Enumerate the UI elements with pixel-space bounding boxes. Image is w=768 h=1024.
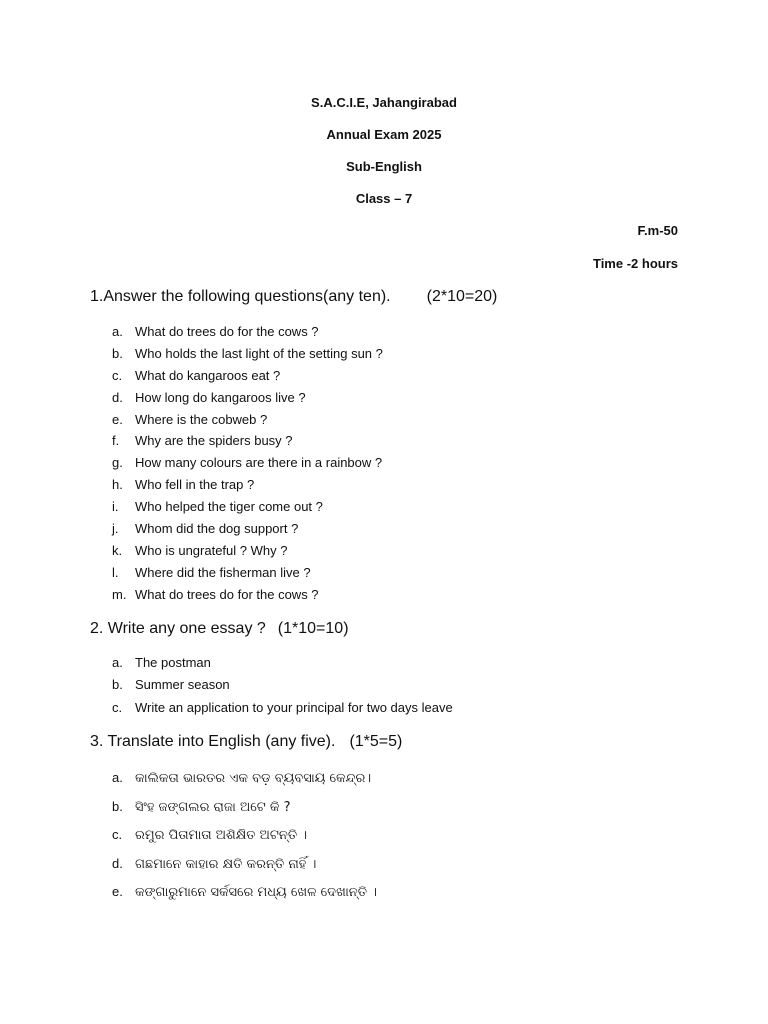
list-item [112,433,383,455]
list-item [112,799,377,828]
item-marker: e. [112,884,123,899]
question-text: Who holds the last light of the setting sun ? [135,345,383,361]
list-item [112,700,453,722]
list-item [112,770,377,799]
section-1-title: 1.Answer the following questions(any ten). [90,288,391,305]
question-text: Who fell in the trap ? [135,477,255,493]
odia-sentence: ରମୁର ପିତାମାତା ଅଶିକ୍ଷିତ ଅଟନ୍ତି । [135,828,308,843]
odia-sentence: କଙ୍ଗାରୁମାନେ ସର୍କସରେ ମଧ୍ୟ ଖେଳ ଦେଖାନ୍ତି । [135,885,378,900]
item-marker: d. [112,855,123,871]
class-label: Class – 7 [355,191,413,206]
item-marker: g. [112,455,123,471]
question-text: Why are the spiders busy ? [135,433,293,449]
question-list-2 [112,655,453,722]
item-marker: a. [112,324,123,339]
question-text: Where is the cobweb ? [135,411,268,427]
question-text: Who is ungrateful ? Why ? [135,542,288,558]
list-item [112,827,377,856]
item-marker: m. [112,586,127,602]
item-marker: b. [112,345,123,361]
question-text: Where did the fisherman live ? [135,564,311,580]
item-marker: c. [112,367,123,383]
list-item [112,587,383,609]
question-text: What do trees do for the cows ? [135,586,319,602]
school-name: S.A.C.I.E, Jahangirabad [311,95,457,110]
item-marker: f. [112,433,120,449]
odia-sentence: ସିଂହ ଜଙ୍ଗଲର ରାଜା ଅଟେ କି ? [135,799,291,815]
list-item [112,390,383,412]
odia-sentence: ଗଛମାନେ କାହାର କ୍ଷତି କରନ୍ତି ନାହିଁ । [135,856,317,872]
item-marker: l. [112,564,119,580]
item-marker: a. [112,770,123,785]
full-marks: F.m-50 [637,223,678,238]
list-item [112,499,383,521]
section-2-marks: (1*10=10) [277,620,349,637]
list-item [112,655,453,677]
list-item [112,856,377,885]
list-item [112,412,383,434]
odia-sentence: କାଲିକତା ଭାରତର ଏକ ବଡ଼ ବ୍ୟବସାୟ କେନ୍ଦ୍ର। [135,771,372,786]
list-item [112,346,383,368]
item-marker: d. [112,389,123,405]
item-marker: e. [112,411,123,427]
item-marker: c. [112,827,123,842]
question-list-1 [112,324,383,609]
essay-topic: The postman [135,655,211,670]
item-marker: i. [112,499,119,515]
question-text: Whom did the dog support ? [135,521,299,537]
time-allowed: Time -2 hours [592,256,678,271]
list-item [112,565,383,587]
question-list-3 [112,770,377,913]
subject-label: Sub-English [346,159,422,174]
question-text: How many colours are there in a rainbow ? [135,455,383,471]
list-item [112,324,383,346]
item-marker: k. [112,542,123,558]
item-marker: h. [112,477,123,493]
essay-topic: Write an application to your principal for two days leave [135,699,453,715]
question-text: How long do kangaroos live ? [135,389,306,405]
section-1-heading [90,288,497,306]
item-marker: a. [112,655,123,670]
section-3-heading [90,733,402,751]
section-1-marks: (2*10=20) [426,288,498,305]
list-item [112,543,383,565]
section-2-title: 2. Write any one essay ? [90,620,266,637]
section-3-marks: (1*5=5) [349,733,403,750]
question-text: What do trees do for the cows ? [135,324,319,339]
list-item [112,368,383,390]
list-item [112,455,383,477]
list-item [112,677,453,699]
section-2-heading [90,620,349,638]
exam-title: Annual Exam 2025 [326,127,442,142]
essay-topic: Summer season [135,677,230,693]
item-marker: b. [112,798,123,814]
item-marker: b. [112,677,123,693]
question-text: What do kangaroos eat ? [135,367,281,383]
question-text: Who helped the tiger come out ? [135,499,323,515]
item-marker: c. [112,699,123,715]
item-marker: j. [112,521,119,537]
list-item [112,477,383,499]
list-item [112,884,377,913]
section-3-title: 3. Translate into English (any five). [90,733,336,750]
list-item [112,521,383,543]
